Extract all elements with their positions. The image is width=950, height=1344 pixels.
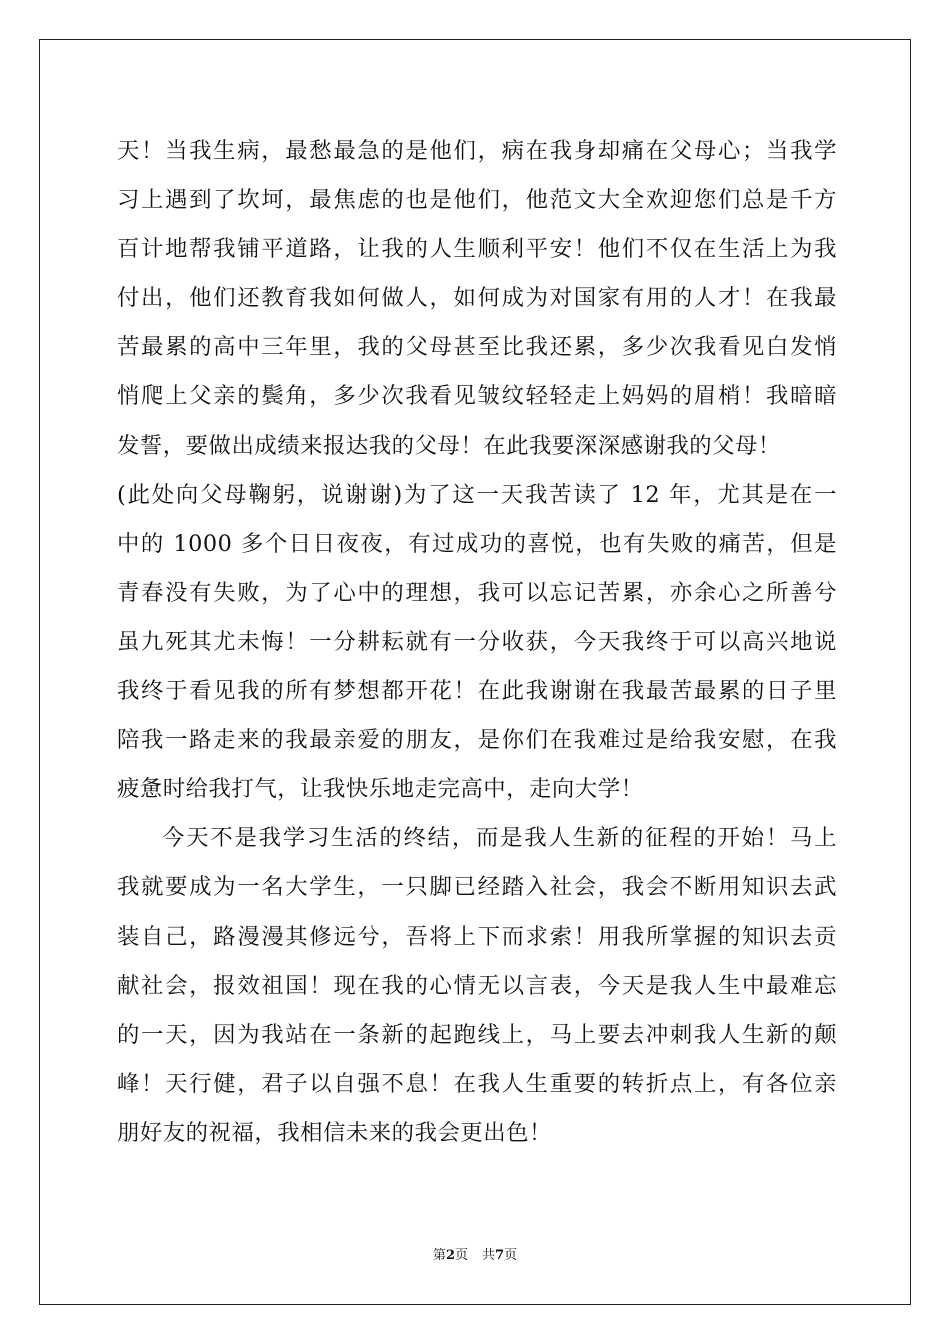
text-line: 装自己，路漫漫其修远兮，吾将上下而求索！用我所掌握的知识去贡 [117,923,837,950]
paragraph-start-line: 今天不是我学习生活的终结，而是我人生新的征程的开始！马上 [162,825,837,852]
page-unit: 页 [454,1248,468,1263]
text-line: 付出，他们还教育我如何做人，如何成为对国家有用的人才！在我最 [117,285,837,312]
text-line: 天！当我生病，最愁最急的是他们，病在我身却痛在父母心；当我学 [117,138,837,164]
text-line: 献社会，报效祖国！现在我的心情无以言表，今天是我人生中最难忘 [117,972,837,999]
text-line: 虽九死其尤未悔！一分耕耘就有一分收获，今天我终于可以高兴地说 [117,628,837,655]
text-line: 我就要成为一名大学生，一只脚已经踏入社会，我会不断用知识去武 [117,874,837,901]
text-line: 悄爬上父亲的鬓角，多少次我看见皱纹轻轻走上妈妈的眉梢！我暗暗 [117,383,837,410]
text-line: (此处向父母鞠躬，说谢谢)为了这一天我苦读了 12 年，尤其是在一 [117,481,837,508]
total-prefix: 共 [482,1248,496,1263]
text-line: 我终于看见我的所有梦想都开花！在此我谢谢在我最苦最累的日子里 [117,678,837,705]
total-page-number: 7 [495,1248,505,1263]
text-line: 陪我一路走来的我最亲爱的朋友，是你们在我难过是给我安慰，在我 [117,727,837,754]
text-line: 的一天，因为我站在一条新的起跑线上，马上要去冲刺我人生新的颠 [117,1021,837,1048]
total-unit: 页 [504,1248,518,1263]
text-line: 中的 1000 多个日日夜夜，有过成功的喜悦，也有失败的痛苦，但是 [117,530,837,557]
text-line: 峰！天行健，君子以自强不息！在我人生重要的转折点上，有各位亲 [117,1070,837,1097]
current-page-number: 2 [445,1248,455,1263]
text-line: 苦最累的高中三年里，我的父母甚至比我还累，多少次我看见白发悄 [117,334,837,361]
paragraph-end-line: 疲惫时给我打气，让我快乐地走完高中，走向大学！ [117,776,644,803]
text-line: 百计地帮我铺平道路，让我的人生顺利平安！他们不仅在生活上为我 [117,236,837,263]
paragraph-end-line: 朋好友的祝福，我相信未来的我会更出色！ [117,1119,552,1146]
text-line: 发誓，要做出成绩来报达我的父母！在此我要深深感谢我的父母！ [117,432,781,459]
text-line: 青春没有失败，为了心中的理想，我可以忘记苦累，亦余心之所善兮 [117,579,837,606]
document-body [117,127,837,1158]
page-footer [0,1244,950,1263]
page-prefix: 第 [432,1248,446,1263]
text-line: 习上遇到了坎坷，最焦虑的也是他们，他范文大全欢迎您们总是千方 [117,187,837,214]
